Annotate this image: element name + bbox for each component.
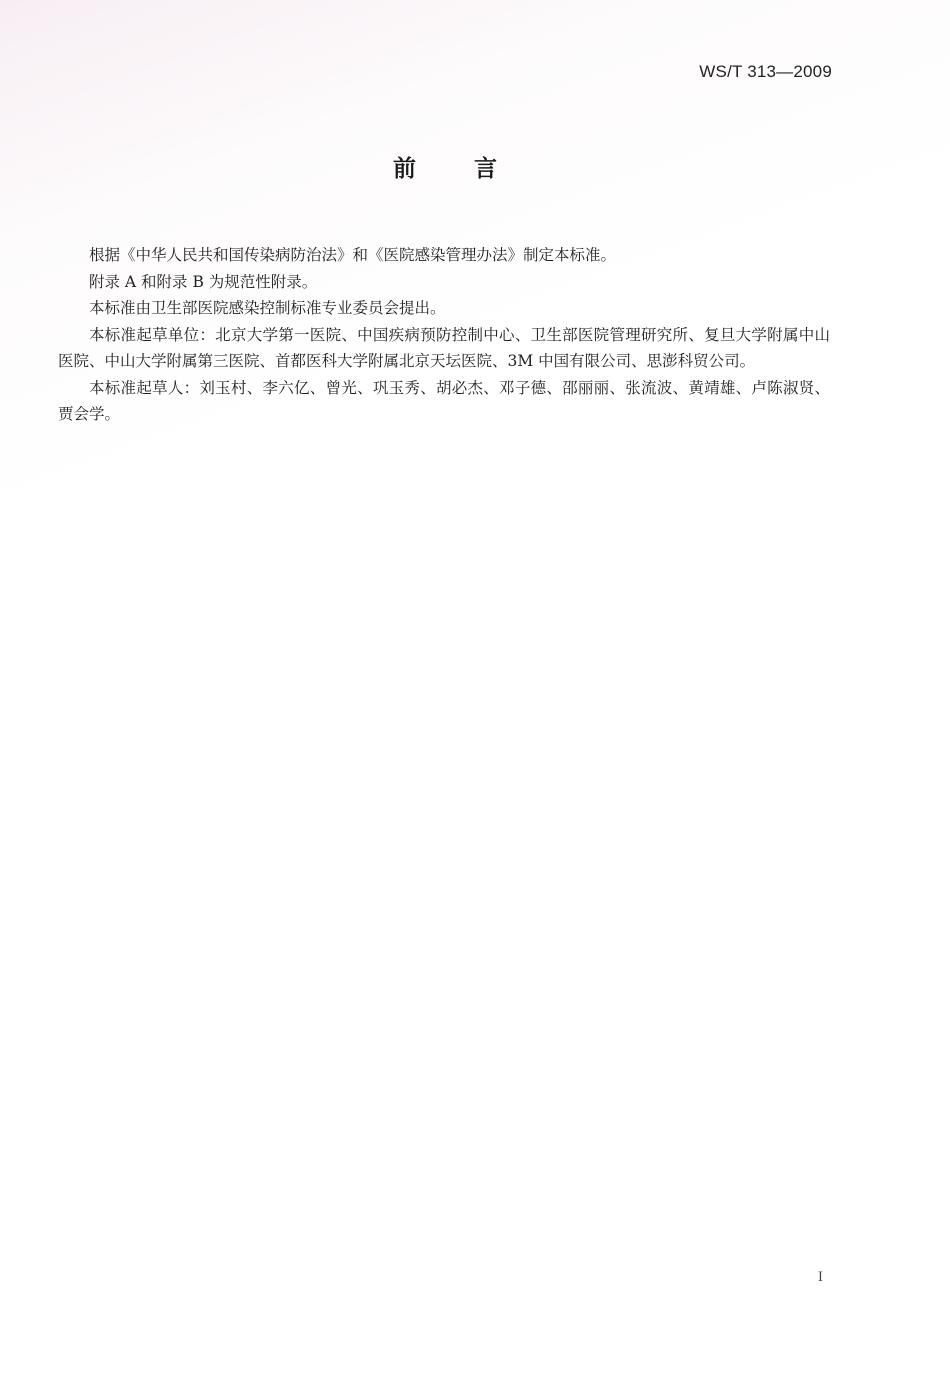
paragraph-drafting-units: 本标准起草单位：北京大学第一医院、中国疾病预防控制中心、卫生部医院管理研究所、复旦大学附属中山医院、中山大学附属第三医院、首都医科大学附属北京天坛医院、3M 中国有限公司、思澎科贸公司。 — [58, 325, 830, 370]
page-title — [0, 150, 890, 183]
title-char-2: 言 — [474, 156, 497, 182]
foreword-body — [58, 242, 830, 428]
paragraph-drafters: 本标准起草人：刘玉村、李六亿、曾光、巩玉秀、胡必杰、邓子德、邵丽丽、张流波、黄靖雄、卢陈淑贤、贾会学。 — [58, 378, 830, 423]
page-number: I — [817, 1270, 823, 1285]
standard-number: WS/T 313—2009 — [699, 62, 832, 81]
paragraph-proposer: 本标准由卫生部医院感染控制标准专业委员会提出。 — [89, 299, 446, 317]
paragraph-appendix-note: 附录 A 和附录 B 为规范性附录。 — [89, 272, 318, 291]
paragraph-legal-basis: 根据《中华人民共和国传染病防治法》和《医院感染管理办法》制定本标准。 — [89, 246, 617, 264]
title-char-1: 前 — [393, 156, 416, 182]
